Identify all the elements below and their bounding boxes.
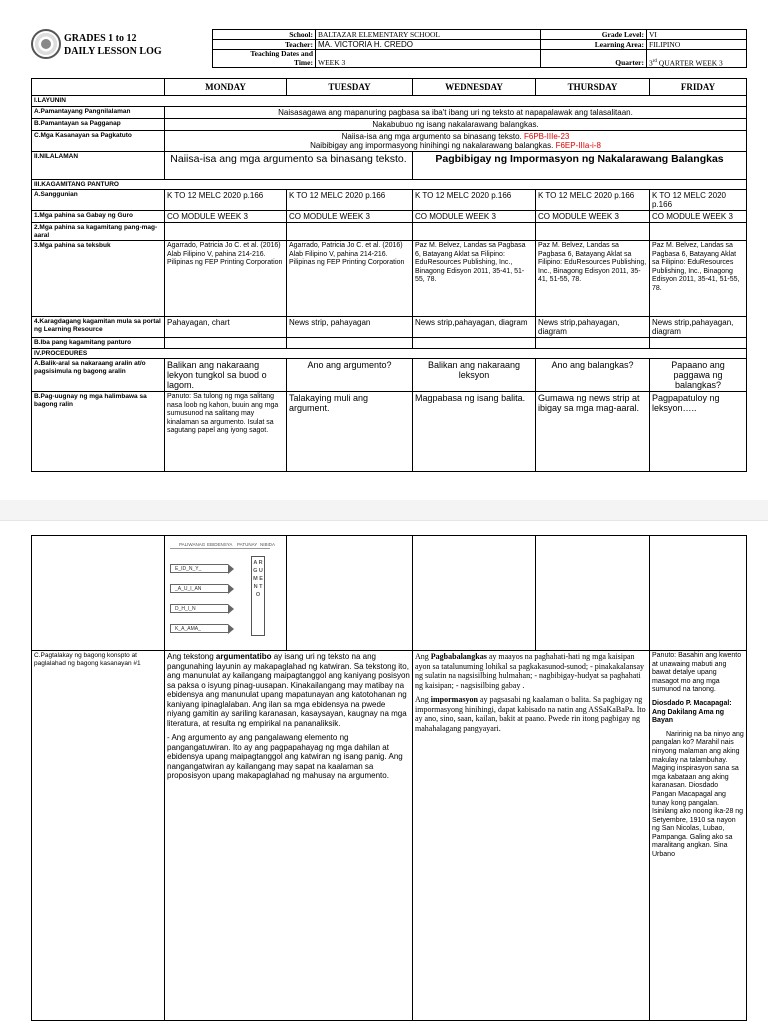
teksbuk-tuesday: Agarrado, Patricia Jo C. et al. (2016) Alab Filipino V, pahina 214-216. Pilipinas ng FEP Printing Corporation xyxy=(287,241,413,317)
section-procedures: IV.PROCEDURES xyxy=(32,348,747,359)
iba-wednesday xyxy=(413,338,536,349)
argumentatibo-paragraph xyxy=(167,652,410,728)
kasanayan-2-code: F6EP-IIIa-i-8 xyxy=(555,140,601,150)
day-header-wednesday: WEDNESDAY xyxy=(413,79,536,96)
dates-label-1: Teaching Dates and xyxy=(250,49,313,58)
nilalaman-label: II.NILALAMAN xyxy=(32,151,165,179)
pamantayang-label: A.Pamantayang Pangnilalaman xyxy=(32,106,165,118)
diagram-row-thursday xyxy=(536,536,650,651)
kagamitang-tuesday xyxy=(287,223,413,241)
school-value: BALTAZAR ELEMENTARY SCHOOL xyxy=(316,30,541,40)
diagram-arrow-4: K_A_AMA_ xyxy=(170,624,228,633)
gabay-monday: CO MODULE WEEK 3 xyxy=(165,211,287,223)
word-diagram xyxy=(165,536,287,640)
w2-lead: Ang xyxy=(415,695,431,704)
pagtalakay-wednesday-thursday xyxy=(413,651,650,1021)
diagram-row-wednesday xyxy=(413,536,536,651)
diagram-row-label xyxy=(32,536,165,651)
kasanayan-1-code: F6PB-IIIe-23 xyxy=(523,131,570,141)
balik-friday: Papaano ang paggawa ng balangkas? xyxy=(650,359,747,392)
section-kagamitan: III.KAGAMITANG PANTURO xyxy=(32,179,747,190)
sanggunian-wednesday: K TO 12 MELC 2020 p.166 xyxy=(413,190,536,211)
quarter-number: 3 xyxy=(649,58,653,67)
sanggunian-thursday: K TO 12 MELC 2020 p.166 xyxy=(536,190,650,211)
nilalaman-a: Naiisa-isa ang mga argumento sa binasang teksto. xyxy=(165,151,413,179)
kasanayan-label: C.Mga Kasanayan sa Pagkatuto xyxy=(32,130,165,151)
quarter-suffix: rd xyxy=(652,58,657,64)
p1-rest: ay isang uri ng teksto na ang pangunahing layunin ay makapaglahad ng katwiran. Sa tekstong ito, ang manunulat ay kailangang maipagtanggol ang kaniyang posisyon sa paksa o isyung pinag-uusapan. Kinakailangang may matibay na ebidensya ang manunulat upang mapatunayan ang katotohanan ng kaniyang ipinaglalaban. Ang ilan sa mga ebidensya na pwede niyang gamitin ay sariling karanasan, kasaysayan, kaugnay na mga literatura, at resulta ng empirikal na pananaliksik. xyxy=(167,652,410,728)
teksbuk-label: 3.Mga pahina sa teksbuk xyxy=(32,241,165,317)
kagamitang-label: 2.Mga pahina sa kagamitang pang-mag-aaral xyxy=(32,223,165,241)
pag-uugnay-tuesday: Talakaying muli ang argument. xyxy=(287,392,413,472)
balik-tuesday: Ano ang argumento? xyxy=(287,359,413,392)
diagram-arrow-1: E_ID_N_Y_ xyxy=(170,564,228,573)
iba-tuesday xyxy=(287,338,413,349)
teksbuk-monday: Agarrado, Patricia Jo C. et al. (2016) Alab Filipino V, pahina 214-216. Pilipinas ng FEP Printing Corporation xyxy=(165,241,287,317)
pamantayang-text: Naisasagawa ang mapanuring pagbasa sa iba't ibang uri ng teksto at napapalawak ang talasalitaan. xyxy=(165,106,747,118)
lesson-log-page-2 xyxy=(0,520,768,1025)
kasanayan-2: Naibibigay ang impormasyong hinihingi ng nakalarawang balangkas. xyxy=(310,140,556,150)
gabay-wednesday: CO MODULE WEEK 3 xyxy=(413,211,536,223)
diagram-row-friday xyxy=(650,536,747,651)
teksbuk-thursday: Paz M. Belvez, Landas sa Pagbasa 6, Batayang Aklat sa Filipino: EduResources Publishing, Inc., Binagong Edisyon 2011, 35-41, 51-55, 78. xyxy=(536,241,650,317)
area-label: Learning Area: xyxy=(541,40,647,50)
dates-label-2: Time: xyxy=(293,57,313,67)
diagram-top-label-1: PALIWANAG xyxy=(179,542,206,547)
pag-uugnay-thursday: Gumawa ng news strip at ibigay sa mga mag-aaral. xyxy=(536,392,650,472)
w2-rest: ay pagsasabi ng kaalaman o balita. Sa pagbigay ng impormasyong hinihingi, dapat kabisado na natin ang ASSaKaBaPa. Ito ay ano, sino, saan, kailan, bakit at paano. Pwede rin itong pagbigay ng mahahalagang pangyayari. xyxy=(415,695,646,733)
kasanayan-text xyxy=(165,130,747,151)
karagdagang-label: 4.Karagdagang kagamitan mula sa portal ng Learning Resource xyxy=(32,317,165,338)
iba-monday xyxy=(165,338,287,349)
kagamitang-wednesday xyxy=(413,223,536,241)
w1-bold: Pagbabalangkas xyxy=(430,652,487,661)
pag-uugnay-label: B.Pag-uugnay ng mga halimbawa sa bagong ralin xyxy=(32,392,165,472)
friday-story-title: Diosdado P. Macapagal: Ang Dakilang Ama ng Bayan xyxy=(652,699,732,725)
pagtalakay-friday xyxy=(650,651,747,1021)
day-header-monday: MONDAY xyxy=(165,79,287,96)
argumento-paragraph: - Ang argumento ay ang pangalawang elemento ng pangangatuwiran. Ito ay ang pagpapahayag ng mga dahilan at ebidensya upang maipagtanggol ang katwiran ng isang panig. Ang nangangatwiran ay kailangang may sapat na kaalaman sa proposisyon upang makapaglahad ng mahusay na argumento. xyxy=(167,733,403,780)
corner-cell xyxy=(32,79,165,96)
dates-label xyxy=(213,50,316,68)
w1-rest: ay maayos na paghahati-hati ng mga kaisipan ayon sa tatalunuming lohikal sa pagkakasunod-sunod; - pinakakalansay ng sulatin na nagsisilbing hulmahan; - nagbibigay-hudyat sa paghahati ng kaisipan; - nagsisilbing gabay . xyxy=(415,652,645,690)
diagram-vertical-word: A R G U M E N T O xyxy=(251,556,265,636)
day-header-friday: FRIDAY xyxy=(650,79,747,96)
pag-uugnay-friday: Pagpapatuloy ng leksyon….. xyxy=(650,392,747,472)
karagdagang-thursday: News strip,pahayagan, diagram xyxy=(536,317,650,338)
pagtalakay-monday-tuesday xyxy=(165,651,413,1021)
grade-label: Grade Level: xyxy=(541,30,647,40)
lesson-log-page-1 xyxy=(0,0,768,500)
karagdagang-tuesday: News strip, pahayagan xyxy=(287,317,413,338)
diagram-row-tuesday xyxy=(287,536,413,651)
karagdagang-friday: News strip,pahayagan, diagram xyxy=(650,317,747,338)
balik-wednesday: Balikan ang nakaraang leksyon xyxy=(413,359,536,392)
p1-lead: Ang tekstong xyxy=(167,652,216,661)
iba-friday xyxy=(650,338,747,349)
lesson-log-table xyxy=(31,78,747,472)
teksbuk-wednesday: Paz M. Belvez, Landas sa Pagbasa 6, Batayang Aklat sa Filipino: EduResources Publishing, Inc., Binagong Edisyon 2011, 35-41, 51-55, 78. xyxy=(413,241,536,317)
pagbabalangkas-paragraph xyxy=(415,652,647,690)
grade-value: VI xyxy=(647,30,747,40)
quarter-value xyxy=(647,50,747,68)
sanggunian-friday: K TO 12 MELC 2020 p.166 xyxy=(650,190,747,211)
sanggunian-monday: K TO 12 MELC 2020 p.166 xyxy=(165,190,287,211)
sanggunian-label: A.Sanggunian xyxy=(32,190,165,211)
iba-label: B.Iba pang kagamitang panturo xyxy=(32,338,165,349)
teacher-label: Teacher: xyxy=(213,40,316,50)
kasanayan-1: Naiisa-isa ang mga argumento sa binasang teksto. xyxy=(341,131,524,141)
teacher-value: MA. VICTORIA H. CREDO xyxy=(316,40,541,50)
gabay-label: 1.Mga pahina sa Gabay ng Guro xyxy=(32,211,165,223)
pagtalakay-label: C.Pagtalakay ng bagong konspto at paglalahad ng bagong kasanayan #1 xyxy=(32,651,165,1021)
karagdagang-wednesday: News strip,pahayagan, diagram xyxy=(413,317,536,338)
iba-thursday xyxy=(536,338,650,349)
sanggunian-tuesday: K TO 12 MELC 2020 p.166 xyxy=(287,190,413,211)
kagamitang-thursday xyxy=(536,223,650,241)
dates-value: WEEK 3 xyxy=(316,50,541,68)
document-title xyxy=(64,32,162,58)
w2-bold: impormasyon xyxy=(430,695,478,704)
kagamitang-friday xyxy=(650,223,747,241)
teksbuk-friday: Paz M. Belvez, Landas sa Pagbasa 6, Batayang Aklat sa Filipino: EduResources Publishing, Inc., Binagong Edisyon 2011, 35-41, 51-55, 78. xyxy=(650,241,747,317)
pagganap-label: B.Pamantayan sa Pagganap xyxy=(32,118,165,130)
page-gap xyxy=(0,500,768,520)
karagdagang-monday: Pahayagan, chart xyxy=(165,317,287,338)
gabay-tuesday: CO MODULE WEEK 3 xyxy=(287,211,413,223)
diagram-arrow-3: D_H_I_N xyxy=(170,604,228,613)
friday-panuto: Panuto: Basahin ang kwento at unawaing mabuti ang bawat detalye upang masagot mo ang mga sumunod na tanong. xyxy=(652,652,742,694)
diagram-arrow-2: _A_U_I_AN xyxy=(170,584,228,593)
pag-uugnay-wednesday: Magpabasa ng isang balita. xyxy=(413,392,536,472)
diagram-top-line xyxy=(170,548,270,549)
balik-thursday: Ano ang balangkas? xyxy=(536,359,650,392)
diagram-top-label-4: NIBIDA xyxy=(260,542,276,547)
friday-story-body: Naririnig na ba ninyo ang pangalan ko? Marahil nais ninyong malaman ang aking makulay na talambuhay. Maging inspirasyon sana sa mga kabataan ang aking karanasan. Diosdado Pangan Macapagal ang tunay kong pangalan. Isinilang ako noong ika-28 ng Setyembre, 1910 sa nayon ng San Nicolas, Lubao, Pampanga. Galing ako sa maralitang angkan. Sina Urbano xyxy=(652,730,744,859)
day-header-tuesday: TUESDAY xyxy=(287,79,413,96)
impormasyon-paragraph xyxy=(415,695,647,733)
balik-label: A.Balik-aral sa nakaraang aralin at/o pagsisimula ng bagong aralin xyxy=(32,359,165,392)
section-layunin: I.LAYUNIN xyxy=(32,96,747,107)
deped-seal-logo xyxy=(31,29,61,59)
kagamitang-monday xyxy=(165,223,287,241)
quarter-label: Quarter: xyxy=(541,50,647,68)
lesson-log-table-continued xyxy=(31,535,747,1021)
nilalaman-b: Pagbibigay ng Impormasyon ng Nakalarawang Balangkas xyxy=(413,151,747,179)
school-label: School: xyxy=(213,30,316,40)
title-line-1: GRADES 1 to 12 xyxy=(64,33,137,44)
diagram-top-label-2: EBIDENSYA xyxy=(207,542,233,547)
area-value: FILIPINO xyxy=(647,40,747,50)
w1-lead: Ang xyxy=(415,652,431,661)
quarter-text: QUARTER WEEK 3 xyxy=(656,58,723,67)
header-info-table xyxy=(212,29,747,68)
day-header-thursday: THURSDAY xyxy=(536,79,650,96)
gabay-friday: CO MODULE WEEK 3 xyxy=(650,211,747,223)
gabay-thursday: CO MODULE WEEK 3 xyxy=(536,211,650,223)
pag-uugnay-monday: Panuto: Sa tulong ng mga salitang nasa loob ng kahon, buuin ang mga sumusunod na salitang may kinalaman sa argumento. Isulat sa sagutang papel ang iyong sagot. xyxy=(165,392,287,472)
balik-monday: Balikan ang nakaraang lekyon tungkol sa buod o lagom. xyxy=(165,359,287,392)
pagganap-text: Nakabubuo ng isang nakalarawang balangkas. xyxy=(165,118,747,130)
title-line-2: DAILY LESSON LOG xyxy=(64,46,162,57)
p1-bold: argumentatibo xyxy=(215,652,272,661)
diagram-top-label-3: PATUNAY xyxy=(237,542,258,547)
argumento-diagram xyxy=(165,536,287,651)
